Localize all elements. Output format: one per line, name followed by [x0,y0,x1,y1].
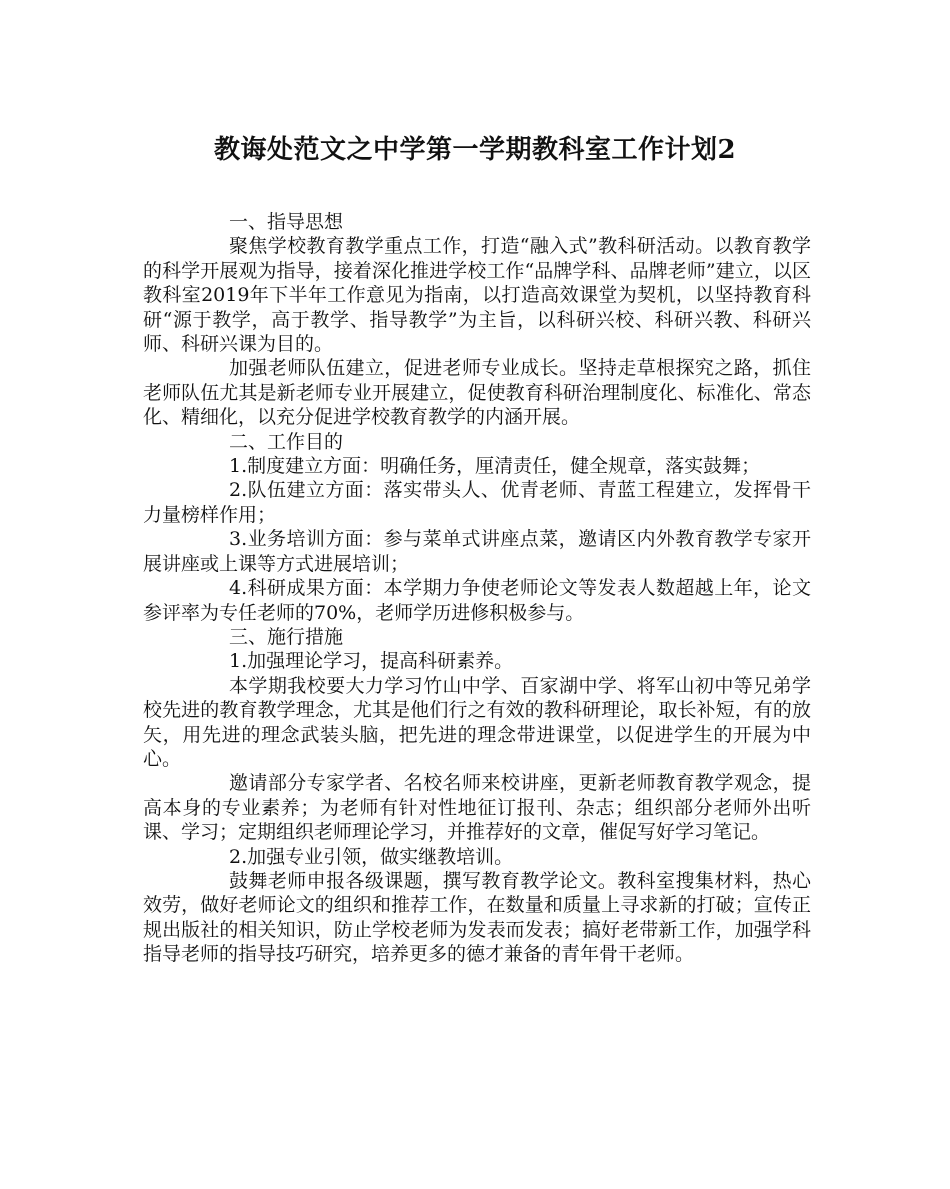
body-paragraph: 鼓舞老师申报各级课题，撰写教育教学论文。教科室搜集材料，热心效劳，做好老师论文的组织和推荐工作，在数量和质量上寻求新的打破；宣传正规出版社的相关知识，防止学校老师为发表而发表；搞好老带新工作，加强学科指导老师的指导技巧研究，培养更多的德才兼备的青年骨干老师。 [143,869,811,966]
document-body [143,210,811,967]
body-paragraph: 聚焦学校教育教学重点工作，打造“融入式”教科研活动。以教育教学的科学开展观为指导，接着深化推进学校工作“品牌学科、品牌老师”建立，以区教科室2019年下半年工作意见为指南，以打造高效课堂为契机，以坚持教育科研“源于教学，高于教学、指导教学”为主旨，以科研兴校、科研兴教、科研兴师、科研兴课为目的。 [143,235,811,356]
document-title: 教诲处范文之中学第一学期教科室工作计划2 [213,135,737,165]
body-paragraph: 邀请部分专家学者、名校名师来校讲座，更新老师教育教学观念，提高本身的专业素养；为老师有针对性地征订报刊、杂志；组织部分老师外出听课、学习；定期组织老师理论学习，并推荐好的文章，催促写好学习笔记。 [143,772,811,844]
section-heading-measures: 三、施行措施 [229,625,344,648]
section-heading-work-goals: 二、工作目的 [229,430,344,453]
body-paragraph: 本学期我校要大力学习竹山中学、百家湖中学、将军山初中等兄弟学校先进的教育教学理念，尤其是他们行之有效的教科研理论，取长补短，有的放矢，用先进的理念武装头脑，把先进的理念带进课堂，以促进学生的开展为中心。 [143,674,811,770]
list-item: 3.业务培训方面：参与菜单式讲座点菜，邀请区内外教育教学专家开展讲座或上课等方式进展培训； [143,528,811,575]
list-item: 1.制度建立方面：明确任务，厘清责任，健全规章，落实鼓舞； [229,455,761,478]
subheading: 1.加强理论学习，提高科研素养。 [229,650,514,673]
body-paragraph: 加强老师队伍建立，促进老师专业成长。坚持走草根探究之路，抓住老师队伍尤其是新老师专业开展建立，促使教育科研治理制度化、标准化、常态化、精细化，以充分促进学校教育教学的内涵开展。 [143,357,811,429]
list-item: 2.队伍建立方面：落实带头人、优青老师、青蓝工程建立，发挥骨干力量榜样作用； [143,479,811,526]
section-heading-guiding-ideology: 一、指导思想 [229,211,344,233]
list-item: 4.科研成果方面：本学期力争使老师论文等发表人数超越上年，论文参评率为专任老师的70%，老师学历进修积极参与。 [143,577,811,624]
subheading: 2.加强专业引领，做实继教培训。 [229,845,514,868]
